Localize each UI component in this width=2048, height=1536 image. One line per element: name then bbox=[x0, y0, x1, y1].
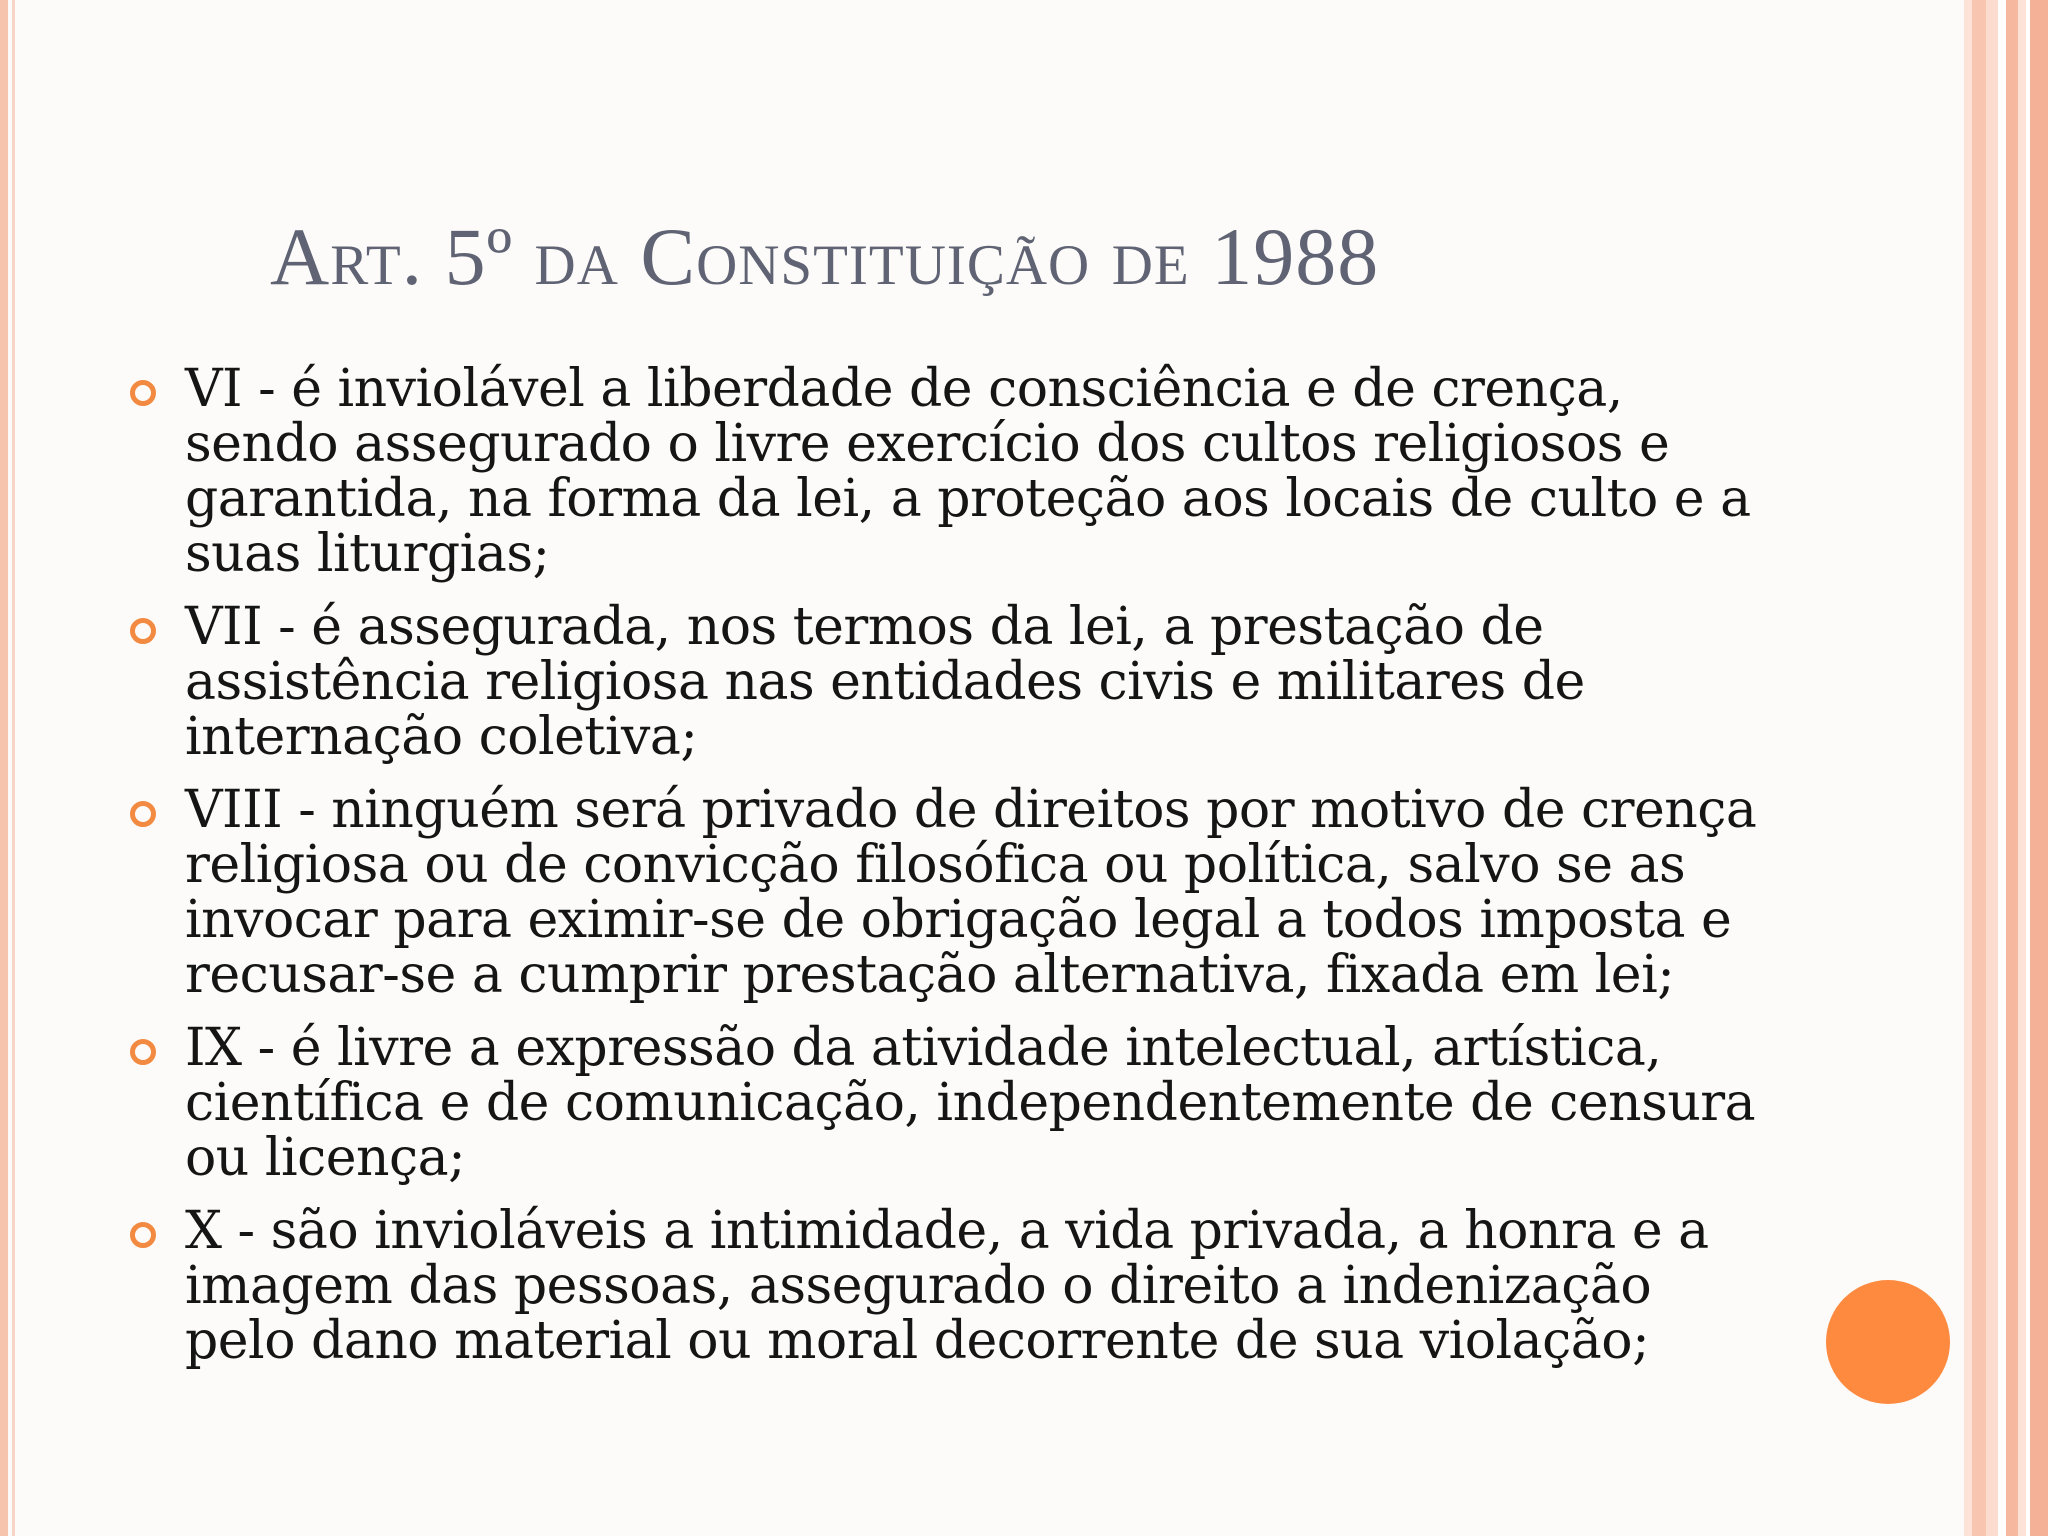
bullet-item-text: VIII - ninguém será privado de direitos por motivo de crença religiosa ou de convicção filosófica ou política, salvo se as invocar para eximir-se de obrigação legal a todos imposta e recusar-se a cumprir prestação alternativa, fixada em lei; bbox=[185, 780, 1757, 1005]
orange-circle-decoration bbox=[1826, 1280, 1950, 1404]
left-border-inner bbox=[12, 0, 15, 1536]
bullet-item-text: VII - é assegurada, nos termos da lei, a prestação de assistência religiosa nas entidades civis e militares de internação coletiva; bbox=[185, 597, 1585, 767]
bullet-item-text: X - são invioláveis a intimidade, a vida privada, a honra e a imagem das pessoas, assegurado o direito a indenização pelo dano material ou moral decorrente de sua violação; bbox=[185, 1201, 1709, 1371]
bullet-item-text: IX - é livre a expressão da atividade intelectual, artística, científica e de comunicação, independentemente de censura ou licença; bbox=[185, 1018, 1756, 1188]
bullet-icon bbox=[130, 1222, 156, 1248]
bullet-item bbox=[130, 780, 1770, 1005]
right-decorative-stripes bbox=[1964, 0, 2048, 1536]
bullet-icon bbox=[130, 1039, 156, 1065]
bullet-icon bbox=[130, 380, 156, 406]
slide-title: Art. 5º da Constituição de 1988 bbox=[270, 211, 1380, 302]
bullet-item-text: VI - é inviolável a liberdade de consciência e de crença, sendo assegurado o livre exercício dos cultos religiosos e garantida, na forma da lei, a proteção aos locais de culto e a suas liturgias; bbox=[185, 359, 1751, 584]
bullet-list bbox=[130, 359, 1770, 1387]
bullet-item bbox=[130, 359, 1770, 584]
bullet-item bbox=[130, 1201, 1770, 1371]
bullet-icon bbox=[130, 618, 156, 644]
bullet-item bbox=[130, 597, 1770, 767]
bullet-item bbox=[130, 1018, 1770, 1188]
left-border bbox=[0, 0, 8, 1536]
bullet-icon bbox=[130, 801, 156, 827]
